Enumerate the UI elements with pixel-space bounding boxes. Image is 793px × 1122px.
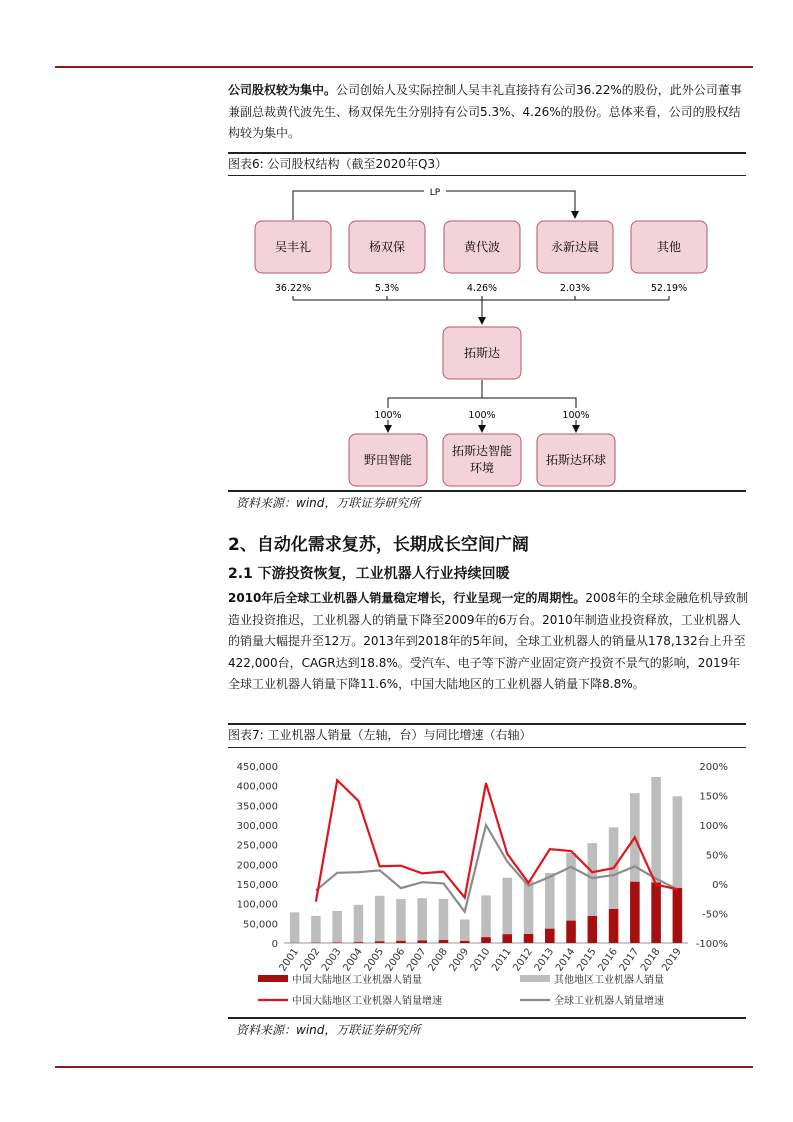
- bar-other-2008: [439, 899, 449, 940]
- shareholder-name: 杨双保: [368, 240, 406, 254]
- x-tick-label: 2016: [596, 946, 621, 974]
- shareholder-pct: 36.22%: [274, 283, 312, 294]
- x-tick-label: 2015: [575, 946, 599, 974]
- bar-other-2011: [502, 878, 512, 934]
- shareholder-name: 黄代波: [463, 240, 501, 254]
- lp-label: LP: [429, 188, 441, 198]
- subsidiary-name: 拓斯达智能: [451, 444, 513, 458]
- header-rule: [55, 66, 753, 68]
- x-tick-label: 2001: [277, 946, 302, 974]
- subsidiary-name: 野田智能: [363, 453, 413, 467]
- bar-other-2005: [375, 896, 385, 941]
- bar-other-2002: [311, 916, 321, 943]
- bar-china-2010: [481, 937, 491, 943]
- fig6-title: 图表6: 公司股权结构（截至2020年Q3）: [228, 157, 448, 171]
- right-axis-tick-label: 100%: [699, 821, 728, 832]
- left-axis-tick-label: 50,000: [243, 919, 278, 931]
- bar-china-2006: [396, 941, 406, 943]
- x-tick-label: 2009: [447, 946, 472, 974]
- sales-lead: 2010年后全球工业机器人销量稳定增长，行业呈现一定的周期性。: [228, 591, 586, 605]
- bar-china-2008: [439, 940, 449, 943]
- legend-label: 中国大陆地区工业机器人销量增速: [292, 996, 442, 1007]
- x-tick-label: 2011: [490, 946, 514, 974]
- right-axis-tick-label: 50%: [705, 850, 728, 862]
- right-axis-tick-label: 200%: [699, 762, 728, 773]
- bar-china-2005: [375, 941, 385, 943]
- x-tick-label: 2012: [511, 946, 535, 974]
- ownership-structure-diagram: [228, 176, 746, 488]
- bar-other-2004: [354, 905, 364, 942]
- fig7-title: 图表7: 工业机器人销量（左轴，台）与同比增速（右轴）: [228, 728, 532, 742]
- bar-china-2016: [609, 909, 619, 943]
- x-tick-label: 2007: [405, 946, 429, 974]
- bar-china-2007: [417, 940, 427, 943]
- x-tick-label: 2008: [426, 946, 450, 974]
- bar-china-2012: [524, 934, 534, 943]
- fig7-top-rule: [228, 723, 746, 725]
- bar-other-2013: [545, 873, 555, 929]
- bar-other-2007: [417, 898, 427, 940]
- footer-rule: [55, 1066, 753, 1068]
- x-tick-label: 2004: [341, 946, 365, 974]
- section-2-heading: 2、自动化需求复苏，长期成长空间广阔: [228, 535, 529, 555]
- x-tick-label: 2006: [383, 946, 408, 974]
- bar-china-2003: [332, 942, 342, 943]
- subsidiary-box: [443, 434, 521, 486]
- bar-china-2004: [354, 942, 364, 943]
- bar-china-2011: [502, 934, 512, 943]
- bar-other-2015: [588, 843, 598, 916]
- right-axis-tick-label: 0%: [712, 880, 728, 891]
- left-axis-tick-label: 350,000: [236, 801, 278, 813]
- shareholder-name: 吴丰礼: [274, 240, 312, 254]
- right-axis-tick-label: 150%: [699, 791, 728, 803]
- left-axis-tick-label: 300,000: [236, 821, 278, 832]
- shareholder-name: 永新达晨: [550, 240, 600, 254]
- x-tick-label: 2013: [532, 946, 557, 974]
- subsidiary-pct: 100%: [562, 410, 590, 421]
- bar-other-2001: [290, 912, 300, 942]
- x-tick-label: 2019: [660, 946, 684, 974]
- left-axis-tick-label: 450,000: [236, 762, 278, 773]
- bar-other-2010: [481, 895, 491, 937]
- line-china-growth: [316, 780, 678, 902]
- shareholder-pct: 5.3%: [374, 283, 400, 294]
- shareholder-pct: 52.19%: [650, 283, 688, 294]
- left-axis-tick-label: 0: [271, 939, 278, 950]
- bar-china-2018: [651, 882, 661, 943]
- sales-paragraph: [228, 588, 750, 696]
- fig6-top-rule: [228, 152, 746, 154]
- intro-paragraph: [228, 80, 750, 145]
- shareholder-pct: 2.03%: [559, 283, 591, 294]
- x-tick-label: 2014: [553, 946, 578, 974]
- section-2-1-heading: 2.1 下游投资恢复，工业机器人行业持续回暖: [228, 566, 510, 582]
- bar-other-2012: [524, 880, 534, 933]
- fig6-bottom-rule: [228, 490, 746, 492]
- shareholder-pct: 4.26%: [466, 283, 498, 294]
- x-tick-label: 2018: [638, 946, 663, 974]
- robot-sales-chart: [228, 748, 746, 1016]
- fig7-source: 资料来源：wind，万联证券研究所: [236, 1023, 421, 1037]
- bar-other-2003: [332, 911, 342, 942]
- company-name: 拓斯达: [463, 346, 501, 360]
- legend-label: 全球工业机器人销量增速: [554, 996, 664, 1007]
- fig6-source: 资料来源：wind，万联证券研究所: [236, 496, 421, 510]
- left-axis-tick-label: 150,000: [236, 880, 278, 891]
- subsidiary-name: 拓斯达环球: [545, 453, 607, 467]
- bar-china-2017: [630, 882, 640, 943]
- left-axis-tick-label: 100,000: [236, 899, 278, 911]
- bar-china-2015: [588, 916, 598, 943]
- left-axis-tick-label: 250,000: [236, 840, 278, 852]
- x-tick-label: 2003: [320, 946, 344, 974]
- left-axis-tick-label: 400,000: [236, 781, 278, 793]
- right-axis-tick-label: -100%: [695, 939, 728, 950]
- bar-china-2019: [673, 888, 683, 943]
- x-tick-label: 2010: [468, 946, 493, 974]
- right-axis-tick-label: -50%: [702, 909, 728, 921]
- legend-swatch: [258, 975, 288, 982]
- bar-china-2013: [545, 929, 555, 943]
- intro-lead: 公司股权较为集中。: [228, 83, 337, 97]
- legend-label: 中国大陆地区工业机器人销量: [292, 975, 422, 986]
- bar-other-2006: [396, 899, 406, 941]
- fig7-bottom-rule: [228, 1017, 746, 1019]
- subsidiary-name: 环境: [469, 461, 495, 475]
- bar-china-2014: [566, 921, 576, 943]
- x-tick-label: 2017: [617, 946, 642, 974]
- bar-other-2019: [673, 796, 683, 887]
- intro-body: 公司创始人及实际控制人吴丰礼直接持有公司36.22%的股份，此外公司董事兼副总裁黄代波先生、杨双保先生分别持有公司5.3%、4.26%的股份。总体来看，公司的股权结构较为集中。: [228, 83, 742, 140]
- left-axis-tick-label: 200,000: [236, 860, 278, 872]
- bar-china-2009: [460, 941, 470, 943]
- x-tick-label: 2002: [298, 946, 323, 974]
- legend-swatch: [520, 975, 550, 982]
- x-tick-label: 2005: [362, 946, 387, 974]
- subsidiary-pct: 100%: [374, 410, 402, 421]
- subsidiary-pct: 100%: [468, 410, 496, 421]
- legend-label: 其他地区工业机器人销量: [554, 975, 664, 986]
- bar-other-2018: [651, 777, 661, 882]
- shareholder-name: 其他: [656, 240, 682, 254]
- sales-body: 2008年的全球金融危机导致制造业投资推迟，工业机器人的销量下降至2009年的6万台。2010年制造业投资释放，工业机器人的销量大幅提升至12万。2013年到2018年的5年间，全球工业机器人的销量从178,132台上升至422,000台，CAGR达到18.8%。受汽车、电子等下游产业固定资产投资不景气的影响，2019年全球工业机器人销量下降11.6%，中国大陆地区的工业机器人销量下降8.8%。: [228, 591, 748, 691]
- bar-other-2009: [460, 919, 470, 940]
- bar-other-2014: [566, 853, 576, 921]
